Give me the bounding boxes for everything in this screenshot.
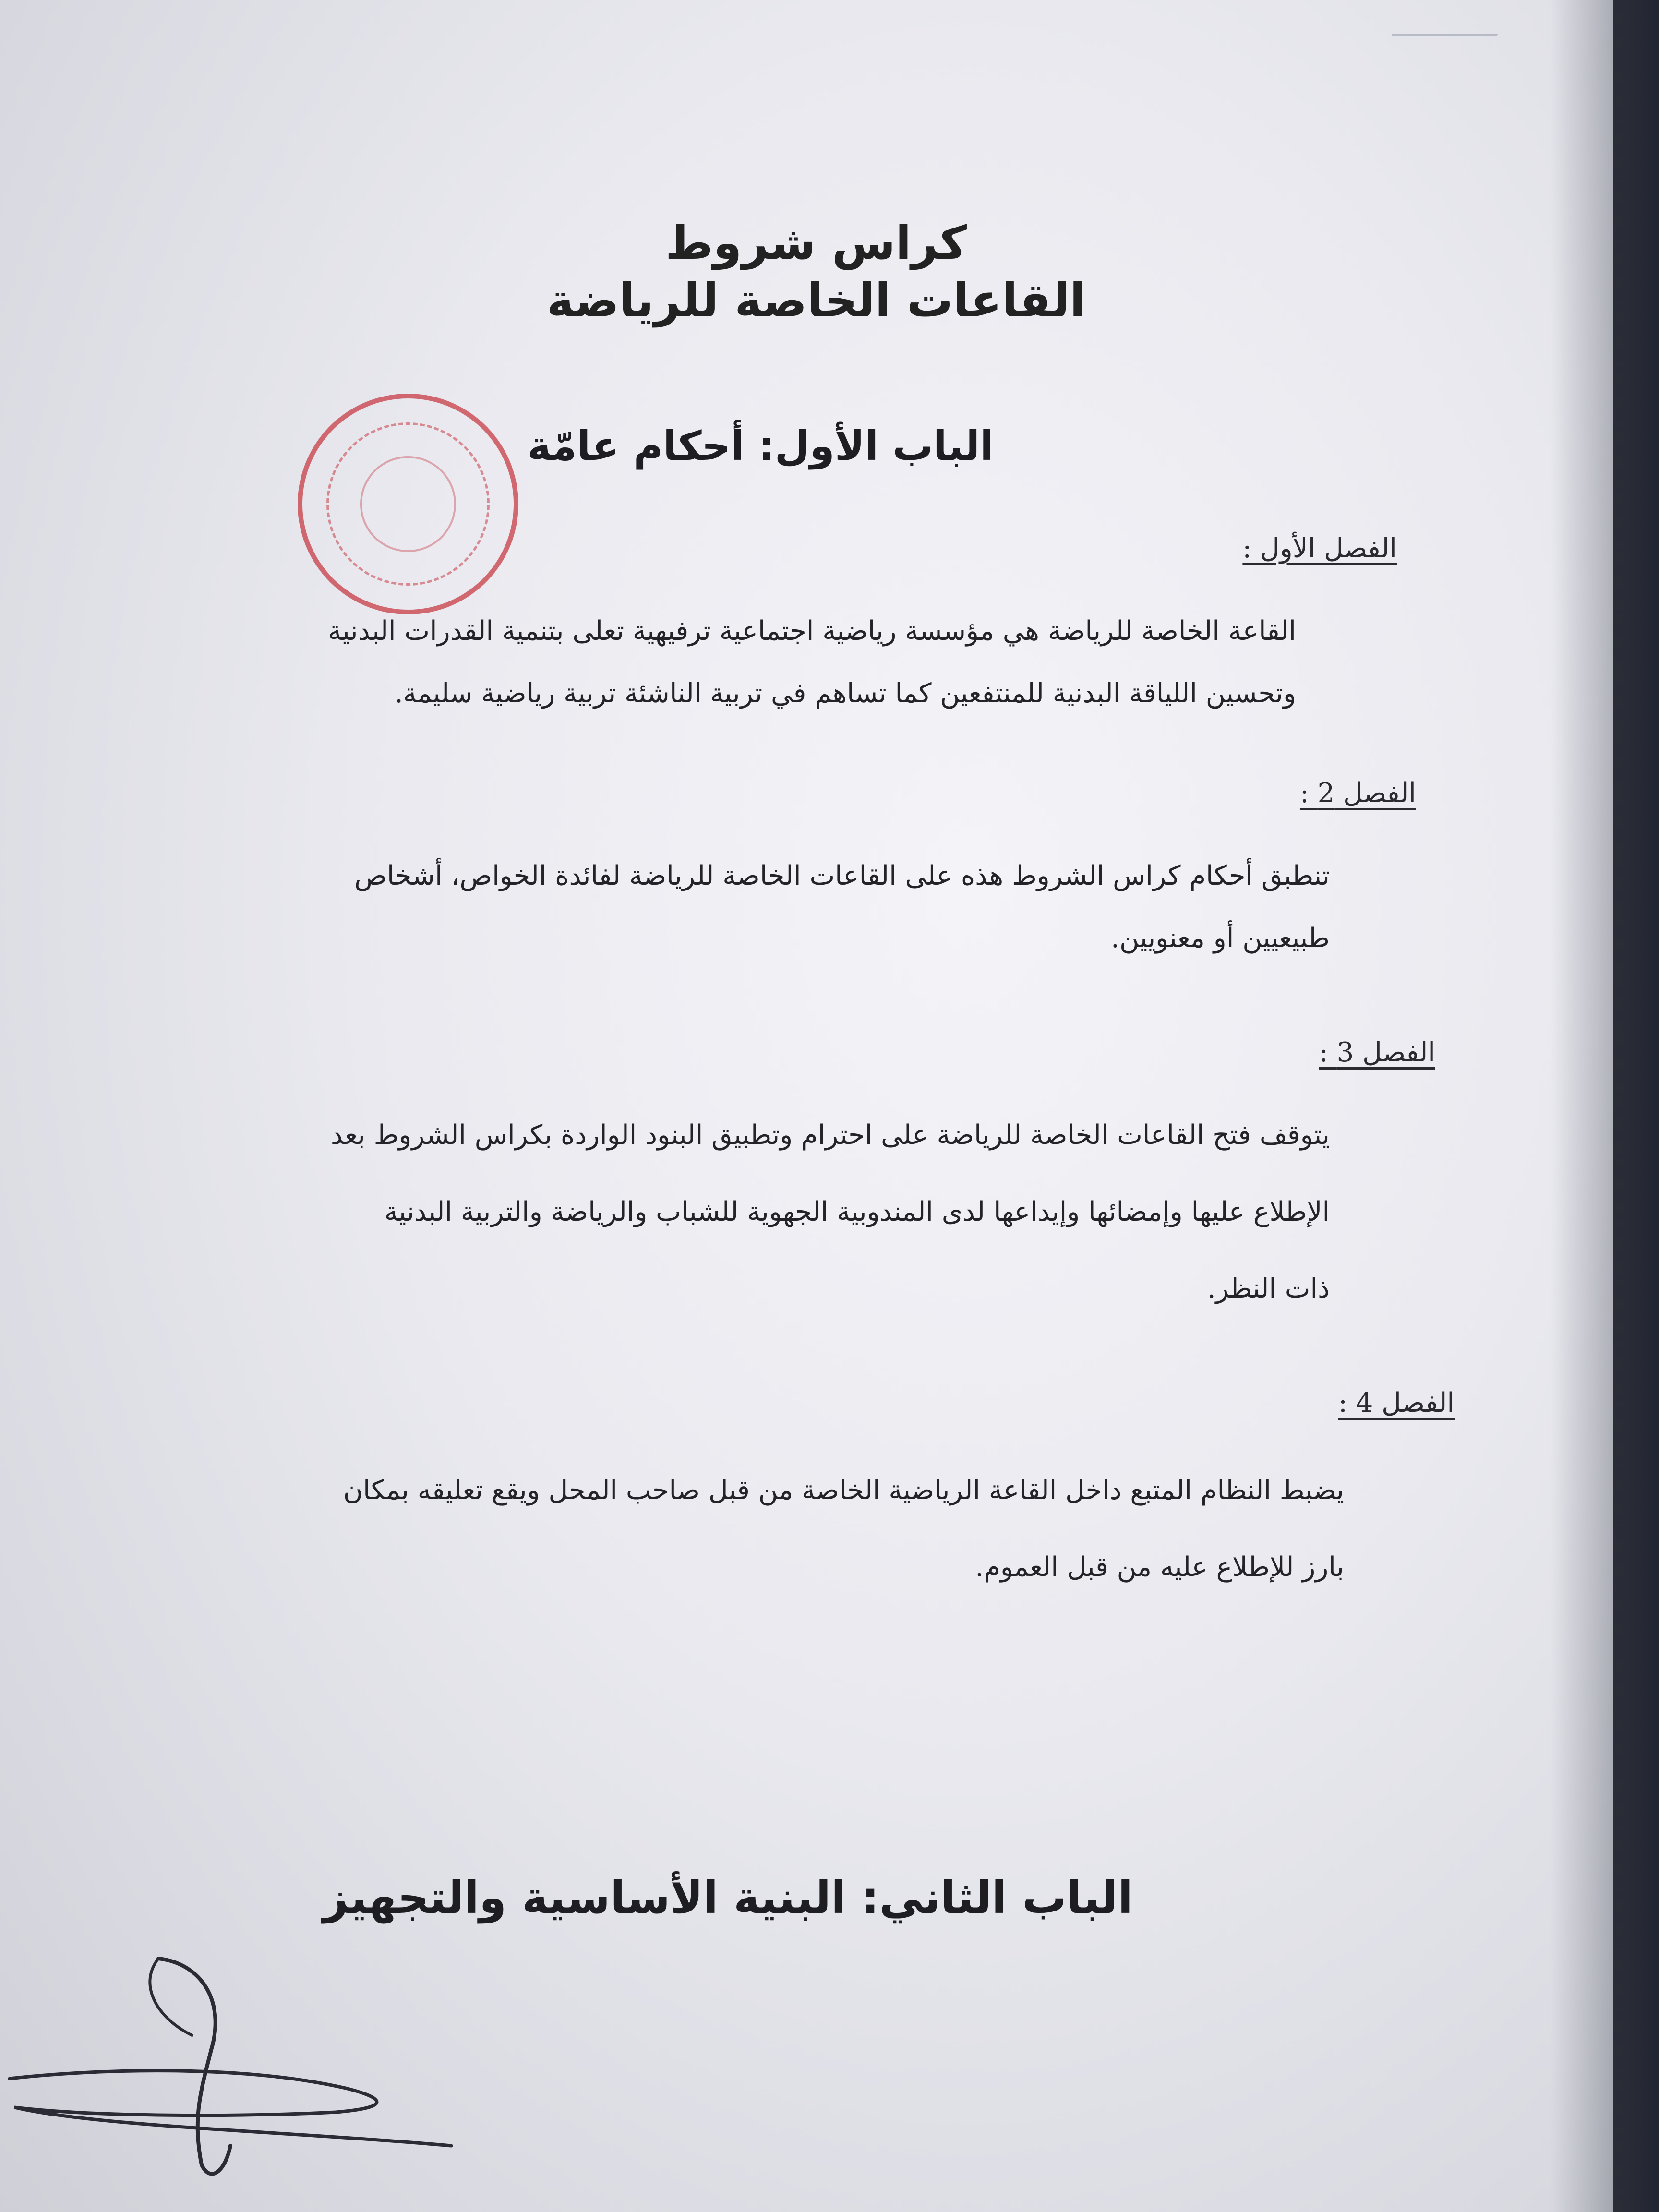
section4-line1: يضبط النظام المتبع داخل القاعة الرياضية الخاصة من قبل صاحب المحل ويقع تعليقه بمكان	[343, 1475, 1344, 1506]
page-edge-shadow	[1551, 0, 1659, 2212]
section3-line2: الإطلاع عليها وإمضائها وإيداعها لدى المندوبية الجهوية للشباب والرياضة والتربية البدنية	[384, 1196, 1330, 1227]
section3-line3: ذات النظر.	[1207, 1273, 1330, 1304]
section4-line2: بارز للإطلاع عليه من قبل العموم.	[975, 1551, 1344, 1583]
section3-line1: يتوقف فتح القاعات الخاصة للرياضة على احترام وتطبيق البنود الواردة بكراس الشروط بعد	[330, 1119, 1330, 1151]
handwritten-signature	[0, 1944, 480, 2194]
document-title-line1: كراس شروط	[665, 216, 967, 270]
part2-heading: الباب الثاني: البنية الأساسية والتجهيز	[323, 1872, 1133, 1923]
section2-line1: تنطبق أحكام كراس الشروط هذه على القاعات الخاصة للرياضة لفائدة الخواص، أشخاص	[354, 860, 1330, 891]
document-title-line2: القاعات الخاصة للرياضة	[546, 274, 1086, 327]
section1-line2: وتحسين اللياقة البدنية للمنتفعين كما تساهم في تربية الناشئة تربية رياضية سليمة.	[394, 678, 1296, 709]
section1-heading: الفصل الأول :	[1242, 533, 1397, 564]
page-corner-fold	[1392, 0, 1518, 36]
section2-line2: طبيعيين أو معنويين.	[1111, 923, 1330, 954]
section1-line1: القاعة الخاصة للرياضة هي مؤسسة رياضية اجتماعية ترفيهية تعلى بتنمية القدرات البدنية	[328, 615, 1296, 647]
section4-heading: الفصل 4 :	[1338, 1387, 1455, 1419]
section2-heading: الفصل 2 :	[1299, 778, 1416, 809]
part1-heading: الباب الأول: أحكام عامّة	[527, 422, 994, 469]
section3-heading: الفصل 3 :	[1319, 1037, 1435, 1068]
